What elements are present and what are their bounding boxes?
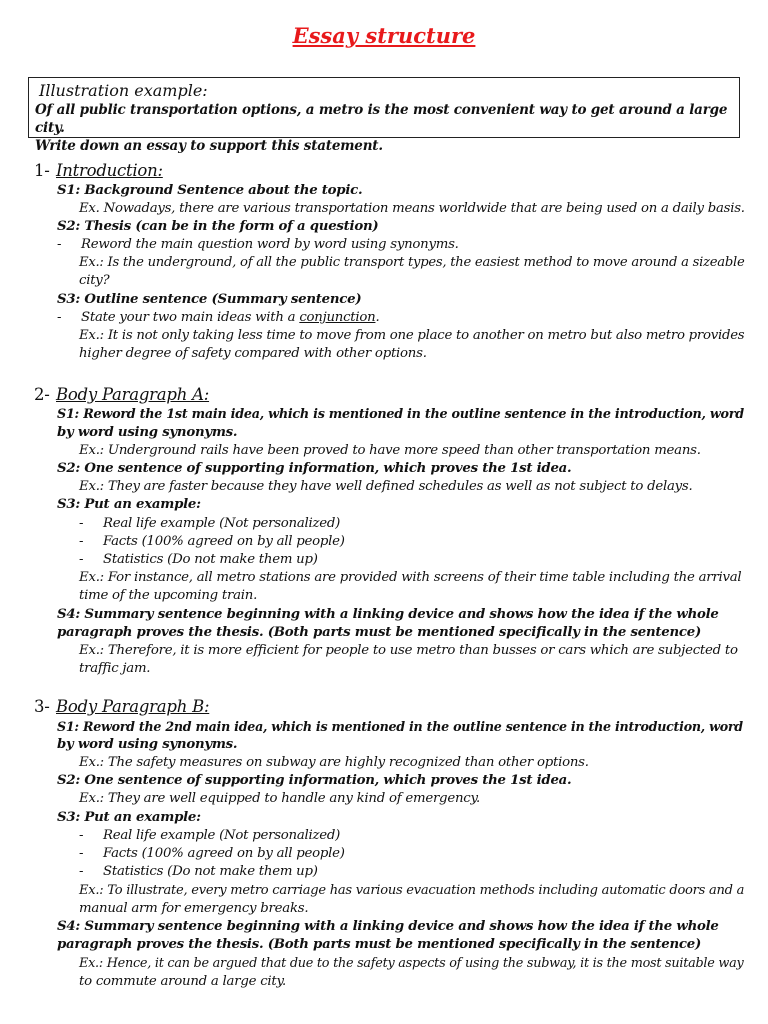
dash: - xyxy=(79,828,84,843)
item-text: Facts (100% agreed on by all people) xyxy=(103,846,345,861)
item-text: Real life example (Not personalized) xyxy=(103,828,341,843)
body-b-item xyxy=(79,863,318,881)
dash: - xyxy=(79,864,84,879)
body-a-s3-example-2: time of the upcoming train. xyxy=(79,588,258,603)
dash: - xyxy=(57,310,62,325)
dash: - xyxy=(79,552,84,567)
body-a-s1-example: Ex.: Underground rails have been proved to have more speed than other transportation means. xyxy=(79,443,701,458)
intro-s3-bullet xyxy=(57,309,379,327)
intro-s2: S2: Thesis (can be in the form of a question) xyxy=(57,219,379,234)
body-a-s4-2: paragraph proves the thesis. (Both parts must be mentioned specifically in the sentence) xyxy=(57,625,701,640)
conjunction-word: conjunction xyxy=(299,310,376,325)
body-b-item xyxy=(79,845,345,863)
intro-s3-example-1: Ex.: It is not only taking less time to move from one place to another on metro but also metro provides xyxy=(79,328,745,343)
body-a-item xyxy=(79,515,340,533)
dash: - xyxy=(79,846,84,861)
document-title: Essay structure xyxy=(292,23,476,48)
body-b-s1-1: S1: Reword the 2nd main idea, which is mentioned in the outline sentence in the introduction, word xyxy=(57,719,743,734)
dash: - xyxy=(79,534,84,549)
item-text: Real life example (Not personalized) xyxy=(103,516,341,531)
section-number: 3- xyxy=(34,697,50,716)
bullet-text: State your two main ideas with a xyxy=(81,310,300,325)
body-b-s4-2: paragraph proves the thesis. (Both parts must be mentioned specifically in the sentence) xyxy=(57,937,701,952)
body-a-s3: S3: Put an example: xyxy=(57,497,201,512)
body-a-s2: S2: One sentence of supporting information, which proves the 1st idea. xyxy=(57,461,572,476)
body-b-s2: S2: One sentence of supporting information, which proves the 1st idea. xyxy=(57,773,572,788)
section-heading-introduction xyxy=(34,160,163,182)
body-a-item xyxy=(79,551,318,569)
bullet-text: Reword the main question word by word using synonyms. xyxy=(81,237,459,252)
intro-s2-bullet xyxy=(57,236,459,254)
illustration-heading: Illustration example: xyxy=(39,81,208,100)
body-b-s3: S3: Put an example: xyxy=(57,810,201,825)
body-a-s4-example-1: Ex.: Therefore, it is more efficient for people to use metro than busses or cars which are subjected to xyxy=(79,643,738,658)
body-a-s2-example: Ex.: They are faster because they have well defined schedules as well as not subject to delays. xyxy=(79,479,693,494)
illustration-box xyxy=(28,77,740,154)
body-b-s2-example: Ex.: They are well equipped to handle any kind of emergency. xyxy=(79,791,480,806)
intro-s3: S3: Outline sentence (Summary sentence) xyxy=(57,292,362,307)
body-b-s3-example-1: Ex.: To illustrate, every metro carriage has various evacuation methods including automatic doors and a xyxy=(79,883,745,898)
body-b-s4-example-1: Ex.: Hence, it can be argued that due to the safety aspects of using the subway, it is the most suitable way xyxy=(79,956,744,971)
section-title: Body Paragraph B: xyxy=(56,697,210,716)
intro-s1: S1: Background Sentence about the topic. xyxy=(57,183,363,198)
dash: - xyxy=(57,237,62,252)
body-b-s1-2: by word using synonyms. xyxy=(57,737,238,752)
section-title: Introduction: xyxy=(56,161,163,180)
item-text: Facts (100% agreed on by all people) xyxy=(103,534,345,549)
body-a-s4-example-2: traffic jam. xyxy=(79,661,151,676)
section-heading-body-b xyxy=(34,696,209,718)
intro-s2-example-2: city? xyxy=(79,273,110,288)
body-b-item xyxy=(79,827,340,845)
bullet-end: . xyxy=(375,310,380,325)
section-title: Body Paragraph A: xyxy=(56,385,210,404)
section-number: 2- xyxy=(34,385,50,404)
dash: - xyxy=(79,516,84,531)
item-text: Statistics (Do not make them up) xyxy=(103,864,318,879)
body-b-s3-example-2: manual arm for emergency breaks. xyxy=(79,901,309,916)
body-a-s1-2: by word using synonyms. xyxy=(57,425,238,440)
item-text: Statistics (Do not make them up) xyxy=(103,552,318,567)
section-number: 1- xyxy=(34,161,50,180)
section-heading-body-a xyxy=(34,384,209,406)
body-b-s4-example-2: to commute around a large city. xyxy=(79,974,286,989)
body-a-s4-1: S4: Summary sentence beginning with a linking device and shows how the idea if the whole xyxy=(57,607,719,622)
illustration-line-1: Of all public transportation options, a metro is the most convenient way to get around a large city. xyxy=(35,102,728,136)
intro-s3-example-2: higher degree of safety compared with other options. xyxy=(79,346,427,361)
body-b-s1-example: Ex.: The safety measures on subway are highly recognized than other options. xyxy=(79,755,589,770)
intro-s1-example: Ex. Nowadays, there are various transportation means worldwide that are being used on a daily basis. xyxy=(79,201,745,216)
illustration-line-2: Write down an essay to support this statement. xyxy=(35,138,383,154)
body-a-s3-example-1: Ex.: For instance, all metro stations are provided with screens of their time table including the arrival xyxy=(79,570,742,585)
body-b-s4-1: S4: Summary sentence beginning with a linking device and shows how the idea if the whole xyxy=(57,919,719,934)
body-a-s1-1: S1: Reword the 1st main idea, which is mentioned in the outline sentence in the introduction, word xyxy=(57,407,744,422)
intro-s2-example-1: Ex.: Is the underground, of all the public transport types, the easiest method to move around a sizeable xyxy=(79,255,745,270)
body-a-item xyxy=(79,533,345,551)
